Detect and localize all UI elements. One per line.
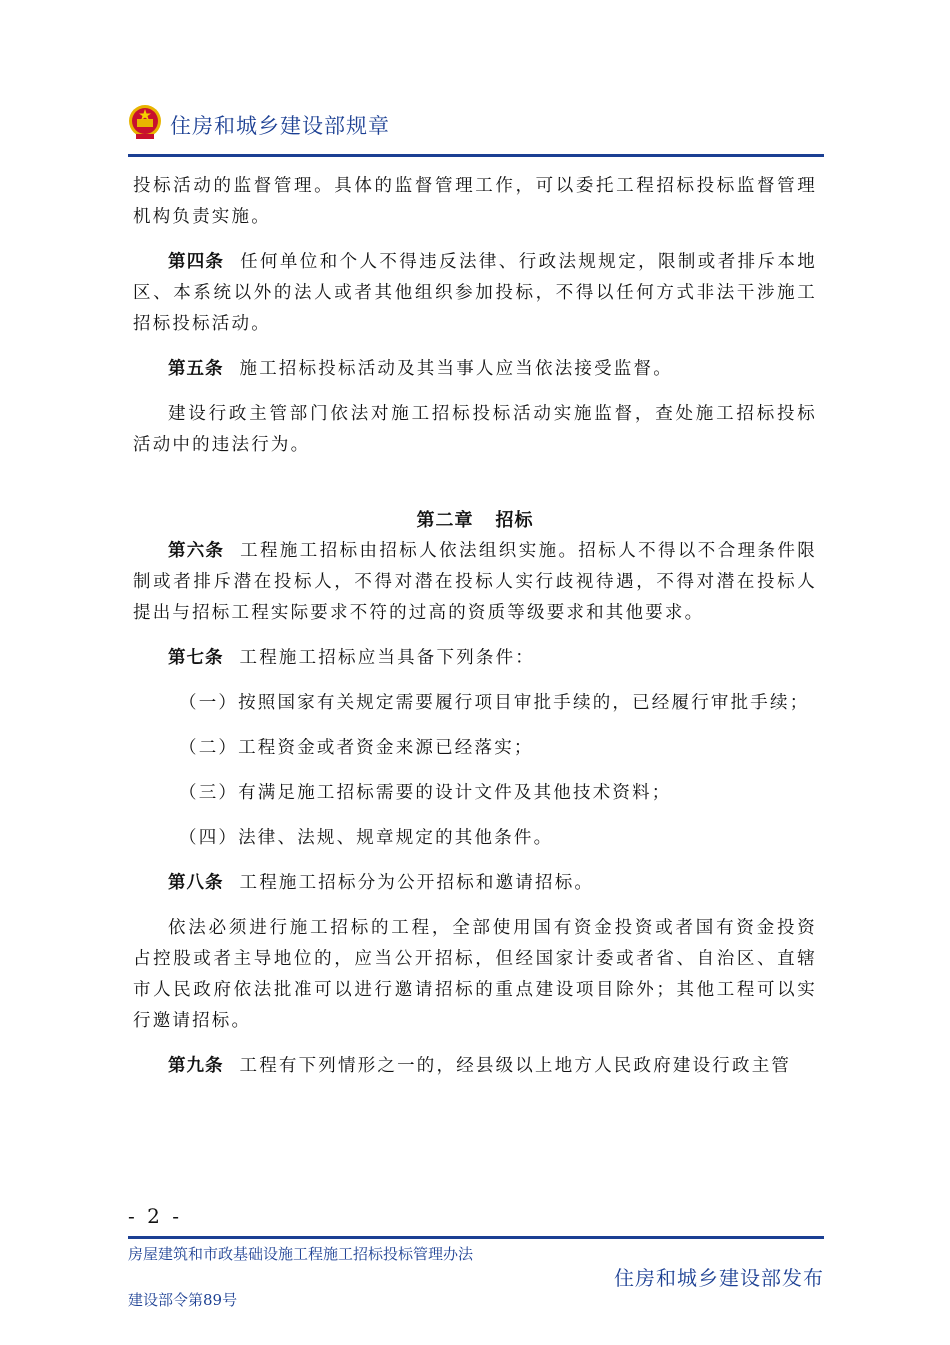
- article-5: [133, 354, 817, 385]
- article-text: 工程施工招标由招标人依法组织实施。招标人不得以不合理条件限制或者排斥潜在投标人，不得对潜在投标人实行歧视待遇，不得对潜在投标人提出与招标工程实际要求不符的过高的资质等级要求和其他要求。: [133, 541, 817, 623]
- list-item: （三）有满足施工招标需要的设计文件及其他技术资料；: [179, 783, 672, 803]
- page-header: [128, 100, 824, 156]
- article-8: [133, 868, 817, 899]
- article-9: [133, 1051, 817, 1082]
- article-text: 工程有下列情形之一的，经县级以上地方人民政府建设行政主管: [239, 1056, 792, 1076]
- footer-publisher: 住房和城乡建设部发布: [614, 1266, 824, 1290]
- national-emblem-icon: [128, 104, 162, 142]
- paragraph-supervision: 建设行政主管部门依法对施工招标投标活动实施监督，查处施工招标投标活动中的违法行为。: [133, 404, 817, 455]
- article-text: 施工招标投标活动及其当事人应当依法接受监督。: [239, 359, 673, 379]
- article-label: 第五条: [168, 359, 224, 379]
- article-label: 第四条: [168, 252, 225, 272]
- chapter-title: 招标: [495, 510, 534, 531]
- article-4: [133, 247, 817, 340]
- article-7: [133, 643, 817, 674]
- article-text: 工程施工招标分为公开招标和邀请招标。: [239, 873, 595, 893]
- article-label: 第七条: [168, 648, 224, 668]
- article-label: 第六条: [168, 541, 225, 561]
- paragraph-open-bidding: 依法必须进行施工招标的工程，全部使用国有资金投资或者国有资金投资占控股或者主导地位的，应当公开招标，但经国家计委或者省、自治区、直辖市人民政府依法批准可以进行邀请招标的重点建设项目除外；其他工程可以实行邀请招标。: [133, 918, 817, 1031]
- chapter-number: 第二章: [416, 510, 474, 531]
- footer-divider: [128, 1236, 824, 1239]
- list-item: （一）按照国家有关规定需要履行项目审批手续的，已经履行审批手续；: [179, 693, 810, 713]
- document-body: [133, 171, 817, 1082]
- article-text: 工程施工招标应当具备下列条件：: [239, 648, 535, 668]
- header-title: 住房和城乡建设部规章: [170, 114, 390, 138]
- header-divider: [128, 154, 824, 157]
- article-text: 任何单位和个人不得违反法律、行政法规规定，限制或者排斥本地区、本系统以外的法人或者其他组织参加投标，不得以任何方式非法干涉施工招标投标活动。: [133, 252, 817, 334]
- footer-doc-title: 房屋建筑和市政基础设施工程施工招标投标管理办法: [128, 1245, 474, 1263]
- article-6: [133, 536, 817, 629]
- chapter-heading: [133, 505, 817, 536]
- list-item: （二）工程资金或者资金来源已经落实；: [179, 738, 534, 758]
- article-label: 第八条: [168, 873, 224, 893]
- list-item: （四）法律、法规、规章规定的其他条件。: [179, 828, 554, 848]
- footer-order-number: 建设部令第89号: [128, 1291, 238, 1309]
- paragraph-continuation: 投标活动的监督管理。具体的监督管理工作，可以委托工程招标投标监督管理机构负责实施。: [133, 176, 817, 227]
- page-number: - 2 -: [128, 1204, 182, 1228]
- footer-doc-info: [128, 1244, 473, 1310]
- article-label: 第九条: [168, 1056, 224, 1076]
